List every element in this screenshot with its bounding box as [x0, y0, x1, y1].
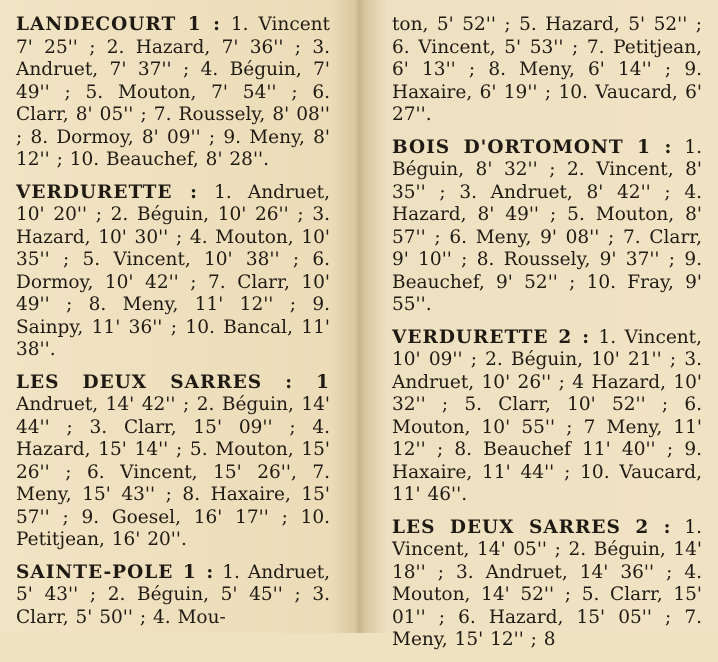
- stage-results-text: ton, 5' 52'' ; 5. Hazard, 5' 52'' ; 6. Vincent, 5' 53'' ; 7. Petitjean, 6' 13'' ; 8. Meny, 6' 14'' ; 9. Haxaire, 6' 19'' ; 10. Vaucard, 6' 27''.: [392, 14, 702, 125]
- stage-paragraph: [16, 372, 330, 552]
- stage-results-text: 1. Vincent, 14' 05'' ; 2. Béguin, 14' 18'' ; 3. Andruet, 14' 36'' ; 4. Mouton, 14' 52'' ; 5. Clarr, 15' 01'' ; 6. Hazard, 15' 05'' ; 7. Meny, 15' 12'' ; 8: [392, 516, 702, 650]
- stage-results-text: 1. Vincent 7' 25'' ; 2. Hazard, 7' 36'' ; 3. Andruet, 7' 37'' ; 4. Béguin, 7' 49'' ; 5. Mouton, 7' 54'' ; 6. Clarr, 8' 05'' ; 7. Roussely, 8' 08'' ; 8. Dormoy, 8' 09'' ; 9. Meny, 8' 12'' ; 10. Beauchef, 8' 28''.: [16, 14, 330, 170]
- stage-paragraph: [392, 327, 702, 507]
- stage-results-text: 1. Vincent, 10' 09'' ; 2. Béguin, 10' 21'' ; 3. Andruet, 10' 26'' ; 4 Hazard, 10' 32'' ; 5. Clarr, 10' 52'' ; 6. Mouton, 10' 55'' ; 7 Meny, 11' 12'' ; 8. Beauchef 11' 40'' ; 9. Haxaire, 11' 44'' ; 10. Vaucard, 11' 46''.: [392, 326, 702, 505]
- stage-results-sainte-pole-1: [16, 562, 330, 630]
- stage-results-text: Andruet, 14' 42'' ; 2. Béguin, 14' 44'' ; 3. Clarr, 15' 09'' ; 4. Hazard, 15' 14'' ; 5. Mouton, 15' 26'' ; 6. Vincent, 15' 26'', 7. Meny, 15' 43'' ; 8. Haxaire, 15' 57'' ; 9. Goesel, 16' 17'' ; 10. Petitjean, 16' 20''.: [16, 394, 330, 550]
- stage-paragraph: [16, 562, 330, 630]
- stage-title: BOIS D'ORTOMONT 1 :: [392, 136, 673, 158]
- stage-title: SAINTE-POLE 1 :: [16, 561, 215, 583]
- stage-title: VERDURETTE 2 :: [392, 326, 591, 348]
- stage-results-continuation: [392, 14, 702, 127]
- stage-results-les-deux-sarres-1: [16, 372, 330, 552]
- left-column: [16, 14, 330, 639]
- stage-results-text: 1. Béguin, 8' 32'' ; 2. Vincent, 8' 35'' ; 3. Andruet, 8' 42'' ; 4. Hazard, 8' 49'' ; 5. Mouton, 8' 57'' ; 6. Meny, 9' 08'' ; 7. Clarr, 9' 10'' ; 8. Roussely, 9' 37'' ; 9. Beauchef, 9' 52'' ; 10. Fray, 9' 55''.: [392, 136, 703, 315]
- stage-paragraph: [392, 517, 702, 652]
- stage-paragraph: [16, 182, 330, 362]
- stage-title: LES DEUX SARRES : 1: [16, 371, 330, 393]
- stage-paragraph: [16, 14, 330, 172]
- stage-paragraph: [392, 14, 702, 127]
- stage-paragraph: [392, 137, 702, 317]
- stage-title: LES DEUX SARRES 2 :: [392, 516, 672, 538]
- stage-results-verdurette-2: [392, 327, 702, 507]
- stage-title: LANDECOURT 1 :: [16, 14, 221, 35]
- right-column: [392, 14, 702, 662]
- stage-results-text: 1. Andruet, 10' 20'' ; 2. Béguin, 10' 26'' ; 3. Hazard, 10' 30'' ; 4. Mouton, 10' 35'' ; 5. Vincent, 10' 38'' ; 6. Dormoy, 10' 42'' ; 7. Clarr, 10' 49'' ; 8. Meny, 11' 12'' ; 9. Sainpy, 11' 36'' ; 10. Bancal, 11' 38''.: [16, 181, 330, 360]
- stage-results-bois-d-ortomont-1: [392, 137, 702, 317]
- stage-results-verdurette: [16, 182, 330, 362]
- stage-title: VERDURETTE :: [16, 181, 198, 203]
- stage-results-text: 1. Andruet, 5' 43'' ; 2. Béguin, 5' 45'' ; 3. Clarr, 5' 50'' ; 4. Mou-: [16, 561, 331, 628]
- stage-results-les-deux-sarres-2: [392, 517, 702, 652]
- stage-results-landecourt-1: [16, 14, 330, 172]
